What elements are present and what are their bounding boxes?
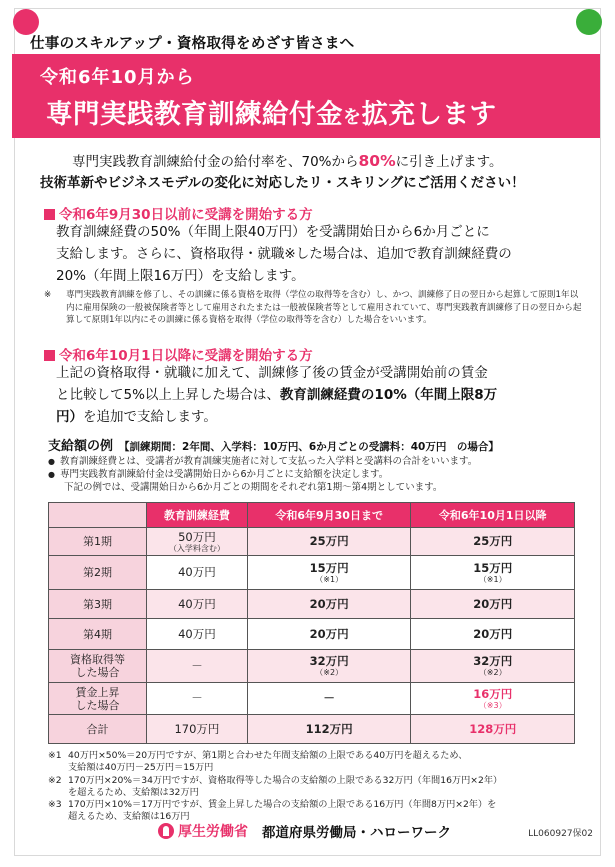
green-circle-decoration xyxy=(576,9,602,35)
table-row xyxy=(49,556,575,590)
before-cell: 20万円 xyxy=(247,590,411,619)
footnote-3: ※3 170万円×10%＝17万円ですが、賃金上昇した場合の支給額の上限である16万円（年間8万円×2年）を 超えるため、支給額は16万円 xyxy=(48,799,497,823)
section-1-body: 教育訓練経費の50%（年間上限40万円）を受講開始日から6か月ごとに 支給します。さらに、資格取得・就職※した場合は、追加で教育訓練経費の 20%（年間上限16万円）を支給します。 xyxy=(56,224,512,284)
row-label: 第3期 xyxy=(49,590,147,619)
audience-line: 仕事のスキルアップ・資格取得をめざす皆さまへ xyxy=(30,36,355,52)
table-header-blank xyxy=(49,503,147,528)
cost-cell: 40万円 xyxy=(147,556,248,590)
cost-cell: 40万円 xyxy=(147,619,248,650)
lead-line-1: 専門実践教育訓練給付金の給付率を、70%から80%に引き上げます。 xyxy=(72,152,503,170)
footnote-1: ※1 40万円×50%＝20万円ですが、第1期と合わせた年間支給額の上限である40万円を超えるため、 支給額は40万円－25万円＝15万円 xyxy=(48,750,468,774)
section-2-heading: 令和6年10月1日以降に受講を開始する方 xyxy=(44,344,313,364)
cost-cell: － xyxy=(147,683,248,715)
table-row xyxy=(49,590,575,619)
footnotes xyxy=(48,750,588,824)
example-bullets: ● 教育訓練経費とは、受講者が教育訓練実施者に対して支払った入学料と受講料の合計をいいます。 ● 専門実践教育訓練給付金は受講開始日から6か月ごとに支給額を決定します。 下記の例では、受講開始日から6か月ごとの期間をそれぞれ第1期～第4期としています。 xyxy=(48,455,588,494)
section-1-heading: 令和6年9月30日以前に受講を開始する方 xyxy=(44,203,313,223)
office-name: 都道府県労働局・ハローワーク xyxy=(262,825,451,841)
cost-cell: 50万円 （入学料含む） xyxy=(147,528,248,556)
before-cell: 15万円 （※1） xyxy=(247,556,411,590)
ministry-name: 厚生労働省 xyxy=(178,824,248,840)
table-header-after: 令和6年10月1日以降 xyxy=(411,503,575,528)
main-title-subject: 専門実践教育訓練給付金 xyxy=(46,99,343,130)
cell-note: （入学料含む） xyxy=(168,543,225,553)
table-row xyxy=(49,528,575,556)
payment-example-table xyxy=(48,502,575,744)
table-row xyxy=(49,715,575,744)
table-row xyxy=(49,619,575,650)
cell-note: （※1） xyxy=(315,574,344,584)
after-cell: 25万円 xyxy=(411,528,575,556)
before-cell: 112万円 xyxy=(247,715,411,744)
after-cell: 20万円 xyxy=(411,619,575,650)
row-label: 合計 xyxy=(49,715,147,744)
square-bullet-icon xyxy=(44,350,55,361)
cell-note: （※2） xyxy=(315,668,344,677)
ministry-logo xyxy=(158,821,248,841)
example-title: 支給額の例 【訓練期間：2年間、入学料：10万円、6か月ごとの受講料：40万円 の場合】 xyxy=(48,439,499,454)
section-1-note: ※ 専門実践教育訓練を修了し、その訓練に係る資格を取得（学位の取得等を含む）し、かつ、訓練修了日の翌日から起算して原則1年以内に雇用保険の一般被保険者等として雇用されたまたは一般被保険者等として雇用されていて、専門実践教育訓練修了日の翌日から起算して原則1年以内にその訓練に係る資格を取得（学位の取得等を含む）した場合をいいます。 xyxy=(44,290,582,326)
footnote-2: ※2 170万円×20%＝34万円ですが、資格取得等した場合の支給額の上限である32万円（年間16万円×2年） を超えるため、支給額は32万円 xyxy=(48,774,503,798)
ministry-emblem-icon xyxy=(158,823,174,839)
before-cell: 32万円 （※2） xyxy=(247,650,411,683)
main-title-end: 拡充します xyxy=(361,99,497,130)
cell-note: （※3） xyxy=(478,700,507,710)
new-rate: 80% xyxy=(358,152,396,170)
after-cell: 128万円 xyxy=(411,715,575,744)
table-header-cost: 教育訓練経費 xyxy=(147,503,248,528)
cost-cell: － xyxy=(147,650,248,683)
before-cell: － xyxy=(247,683,411,715)
row-label: 第2期 xyxy=(49,556,147,590)
square-bullet-icon xyxy=(44,209,55,220)
after-cell: 15万円 （※1） xyxy=(411,556,575,590)
after-cell: 32万円 （※2） xyxy=(411,650,575,683)
main-title xyxy=(46,92,497,131)
example-conditions: 【訓練期間：2年間、入学料：10万円、6か月ごとの受講料：40万円 の場合】 xyxy=(119,441,499,453)
table-header-row xyxy=(49,503,575,528)
row-label: 賃金上昇 した場合 xyxy=(49,683,147,715)
table-row xyxy=(49,683,575,715)
section-2-body: 上記の資格取得・就職に加えて、訓練修了後の賃金が受講開始前の賃金 と比較して5%以上上昇した場合は、教育訓練経費の10%（年間上限8万 円）を追加で支給します。 xyxy=(56,365,498,425)
row-label: 第4期 xyxy=(49,619,147,650)
main-title-particle: を xyxy=(343,107,362,128)
table-row xyxy=(49,650,575,683)
before-cell: 20万円 xyxy=(247,619,411,650)
title-banner xyxy=(12,54,600,138)
cell-note: （※1） xyxy=(478,574,507,584)
leaflet-code: LL060927保02 xyxy=(528,829,593,839)
table-header-before: 令和6年9月30日まで xyxy=(247,503,411,528)
before-cell: 25万円 xyxy=(247,528,411,556)
cost-cell: 170万円 xyxy=(147,715,248,744)
cost-cell: 40万円 xyxy=(147,590,248,619)
after-cell: 16万円 （※3） xyxy=(411,683,575,715)
cell-note: （※2） xyxy=(478,668,507,677)
after-cell: 20万円 xyxy=(411,590,575,619)
lead-line-2: 技術革新やビジネスモデルの変化に対応したリ・スキリングにご活用ください！ xyxy=(40,175,525,191)
effective-date: 令和6年10月から xyxy=(40,67,195,88)
row-label: 資格取得等 した場合 xyxy=(49,650,147,683)
row-label: 第1期 xyxy=(49,528,147,556)
